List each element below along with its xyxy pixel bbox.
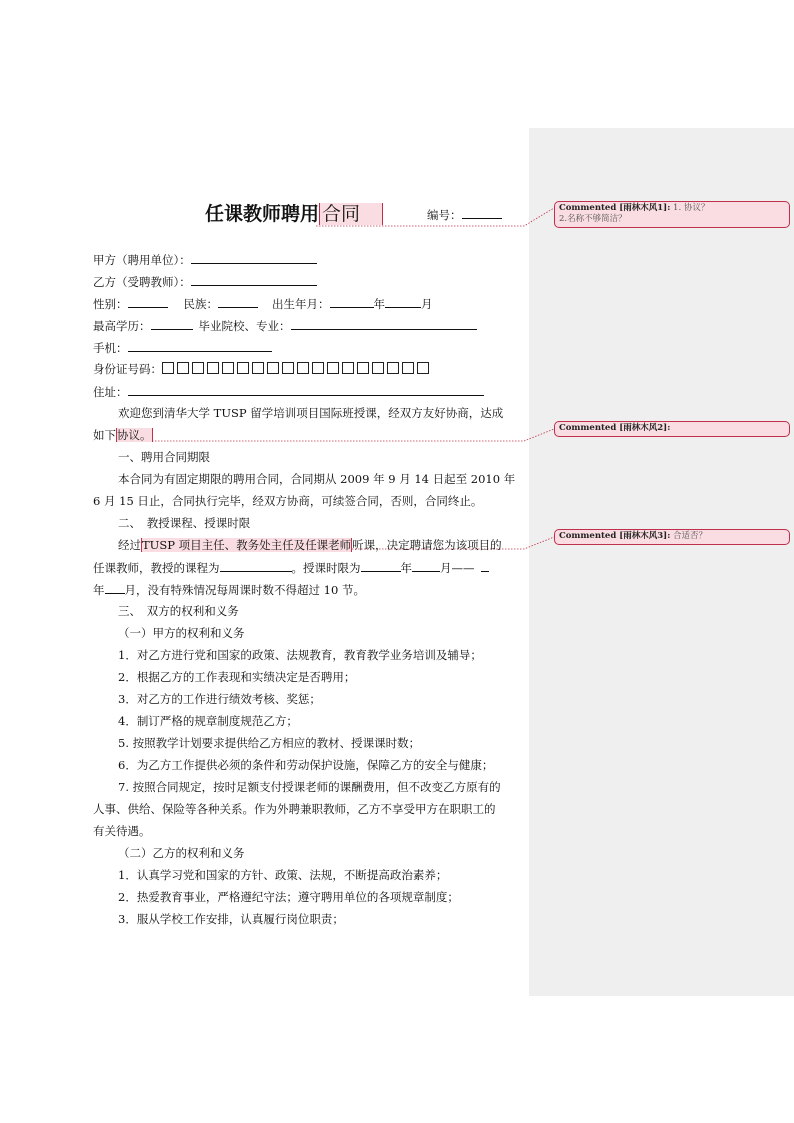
education-label: 最高学历： (93, 319, 151, 333)
section-2-line-1 (118, 537, 502, 553)
gender-blank[interactable] (128, 295, 168, 308)
comment-1-text-2: 2.名称不够简洁？ (559, 214, 627, 224)
party-a-item-7-line-1: 7. 按照合同规定，按时足额支付授课老师的课酬费用，但不改变乙方原有的 (118, 780, 501, 794)
id-boxes[interactable] (162, 362, 432, 376)
term-year-label: 年 (400, 561, 412, 575)
party-a-item-3: 3．对乙方的工作进行绩效考核、奖惩； (118, 692, 321, 706)
party-a-item-7-line-2: 人事、供给、保险等各种关系。作为外聘兼职教师，乙方不享受甲方在职职工的 (93, 802, 496, 816)
section-2-commented-text[interactable]: TUSP 项目主任、教务处主任及任课老师 (142, 538, 352, 552)
term-label: 。授课时限为 (291, 561, 361, 575)
term-end-year-label: 年 (93, 583, 105, 597)
comment-1-text-1: 1. 协议？ (673, 203, 710, 213)
comment-margin-pane (529, 128, 794, 996)
party-a-item-5: 5. 按照教学计划要求提供给乙方相应的教材、授课课时数； (118, 736, 421, 750)
comment-balloon-3[interactable] (554, 529, 790, 545)
comment-1-author: Commented [雨林木风1]: (559, 203, 671, 213)
term-end-text: 月，没有特殊情况每周课时数不得超过 10 节。 (124, 583, 365, 597)
welcome-text: 如下 (93, 428, 116, 442)
section-1-title: 一、聘用合同期限 (118, 450, 210, 464)
comment-3-author: Commented [雨林木风3]: (559, 531, 671, 541)
party-b-label: 乙方（受聘教师）： (93, 275, 191, 289)
course-blank[interactable] (220, 559, 292, 572)
welcome-paragraph-line-1: 欢迎您到清华大学 TUSP 留学培训项目国际班授课，经双方友好协商，达成 (118, 406, 504, 420)
id-label: 身份证号码： (93, 362, 162, 376)
party-b-item-2: 2．热爱教育事业，严格遵纪守法；遵守聘用单位的各项规章制度； (118, 890, 459, 904)
party-a-item-2: 2．根据乙方的工作表现和实绩决定是否聘用； (118, 670, 356, 684)
education-blank[interactable] (151, 317, 193, 330)
year-label: 年 (373, 297, 385, 311)
section-1-line-1: 本合同为有固定期限的聘用合同，合同期从 2009 年 9 月 14 日起至 2010 年 (118, 472, 516, 486)
term-end-month-blank[interactable] (105, 581, 125, 594)
school-label: 毕业院校、专业： (198, 319, 291, 333)
party-a-blank[interactable] (191, 251, 317, 264)
section-2-text-b: 听课，决定聘请您为该项目的 (352, 538, 502, 552)
party-a-item-1: 1．对乙方进行党和国家的政策、法规教育，教育教学业务培训及辅导； (118, 648, 482, 662)
school-blank[interactable] (291, 317, 477, 330)
term-end-blank[interactable] (481, 559, 489, 572)
address-line (93, 383, 484, 400)
term-start-month-blank[interactable] (412, 559, 440, 572)
ethnicity-label: 民族： (183, 297, 218, 311)
party-a-line (93, 251, 317, 268)
address-blank[interactable] (128, 383, 484, 396)
section-2-title: 二、 教授课程、授课时限 (118, 516, 251, 530)
party-a-item-7-line-3: 有关待遇。 (93, 824, 151, 838)
section-2-text-a: 经过 (118, 538, 141, 552)
address-label: 住址： (93, 385, 128, 399)
section-1-line-2: 6 月 15 日止，合同执行完毕，经双方协商，可续签合同，否则，合同终止。 (93, 494, 483, 508)
course-label: 任课教师，教授的课程为 (93, 561, 220, 575)
section-2-line-3 (93, 581, 365, 598)
party-a-item-4: 4．制订严格的规章制度规范乙方； (118, 714, 298, 728)
ethnicity-blank[interactable] (218, 295, 258, 308)
serial-number (427, 206, 502, 223)
connector-2 (116, 429, 554, 441)
gender-label: 性别： (93, 297, 128, 311)
welcome-paragraph-line-2 (93, 427, 153, 443)
party-b-item-3: 3．服从学校工作安排，认真履行岗位职责； (118, 912, 344, 926)
birth-month-blank[interactable] (385, 295, 421, 308)
section-3-title: 三、 双方的权利和义务 (118, 604, 239, 618)
phone-line (93, 339, 272, 356)
title-commented-text[interactable]: 合同 (319, 203, 383, 225)
welcome-commented-text[interactable]: 协议。 (117, 428, 152, 442)
comment-balloon-1[interactable] (554, 201, 790, 228)
birth-year-blank[interactable] (330, 295, 374, 308)
birth-label: 出生年月： (272, 297, 330, 311)
party-b-line (93, 273, 317, 290)
section-3a-title: （一）甲方的权利和义务 (118, 626, 245, 640)
id-line (93, 361, 432, 377)
comment-balloon-2[interactable] (554, 421, 790, 437)
comment-2-author: Commented [雨林木风2]: (559, 423, 671, 433)
phone-blank[interactable] (128, 339, 272, 352)
comment-3-text: 合适否？ (673, 531, 708, 541)
section-3b-title: （二）乙方的权利和义务 (118, 846, 245, 860)
title-text: 任课教师聘用 (205, 203, 320, 225)
education-line (93, 317, 477, 334)
document-title (205, 201, 383, 227)
party-a-label: 甲方（聘用单位）： (93, 253, 191, 267)
phone-label: 手机： (93, 341, 128, 355)
personal-info-line (93, 295, 433, 312)
section-2-line-2 (93, 559, 489, 576)
month-label: 月 (421, 297, 433, 311)
party-b-item-1: 1．认真学习党和国家的方针、政策、法规，不断提高政治素养； (118, 868, 448, 882)
term-start-year-blank[interactable] (361, 559, 401, 572)
party-b-blank[interactable] (191, 273, 317, 286)
term-month-label: 月—— (440, 561, 475, 575)
serial-label: 编号： (427, 208, 462, 222)
party-a-item-6: 6．为乙方工作提供必须的条件和劳动保护设施，保障乙方的安全与健康； (118, 758, 494, 772)
serial-blank[interactable] (462, 206, 502, 219)
